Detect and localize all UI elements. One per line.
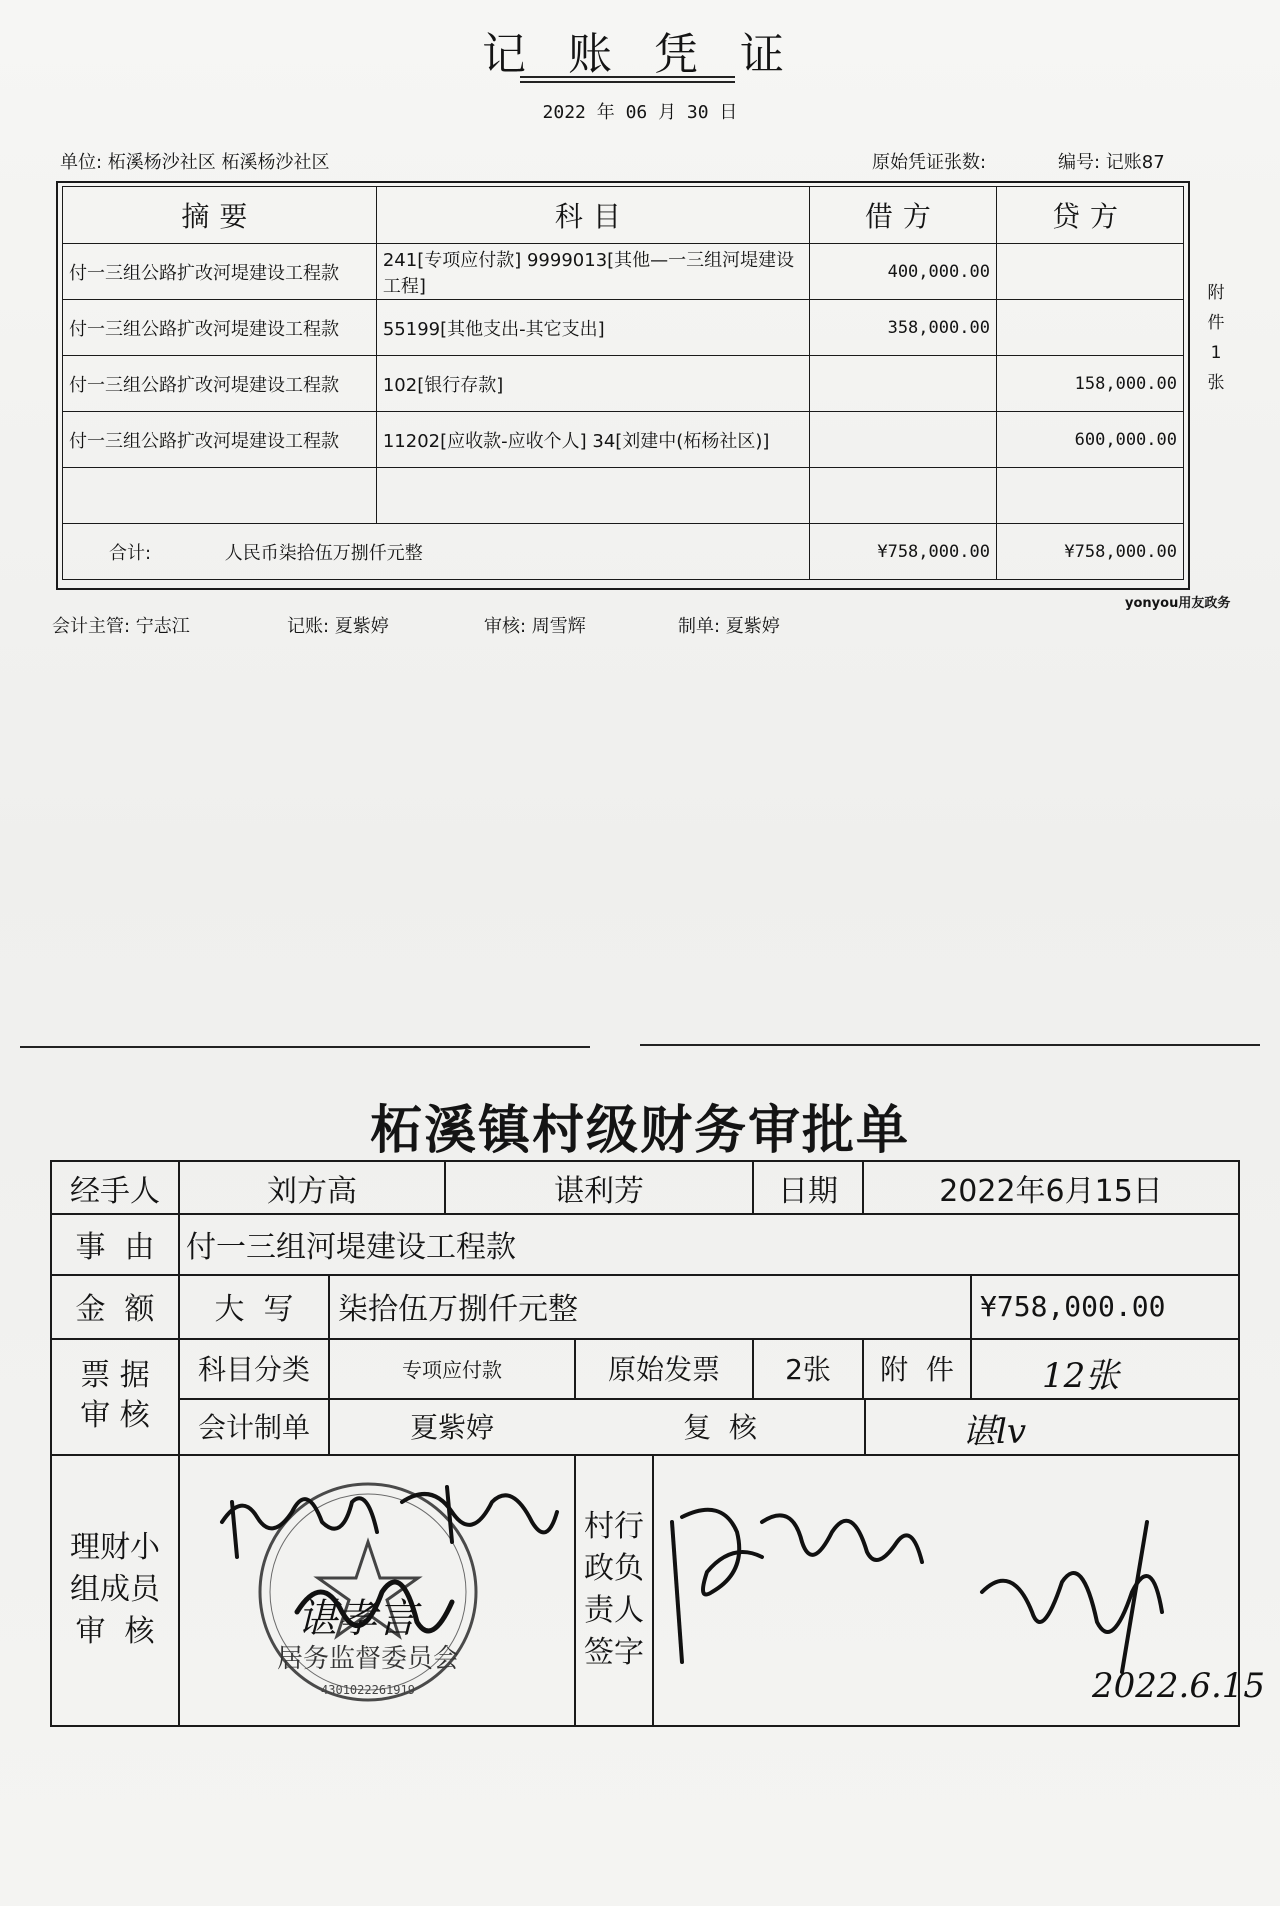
footer-supervisor: 会计主管: 宁志江	[52, 616, 190, 637]
row-account: 241[专项应付款] 9999013[其他—一三组河堤建设工程]	[376, 244, 809, 300]
row-debit: 358,000.00	[809, 300, 996, 356]
grid-line	[970, 1274, 972, 1338]
voucher-title: 记 账 凭 证	[482, 29, 798, 80]
amount-caps-label: 大 写	[214, 1292, 294, 1327]
title-underline	[520, 76, 735, 78]
grid-line	[864, 1398, 866, 1454]
attach-handwritten: 12张	[1042, 1356, 1120, 1396]
row-account: 55199[其他支出-其它支出]	[376, 300, 809, 356]
footer-preparer: 制单: 夏紫婷	[678, 616, 780, 637]
grid-line	[178, 1454, 180, 1725]
voucher-date: 2022 年 06 月 30 日	[542, 102, 738, 123]
row-account	[376, 468, 809, 524]
row-debit	[809, 356, 996, 412]
amount-caps: 柒拾伍万捌仟元整	[338, 1292, 578, 1327]
reason-label: 事 由	[75, 1229, 155, 1265]
row-credit: 600,000.00	[996, 412, 1183, 468]
attachment-char: 件	[1207, 313, 1225, 333]
recheck-label: 复 核	[683, 1411, 757, 1444]
row-summary	[63, 468, 377, 524]
handler-2: 谌利芳	[554, 1173, 644, 1209]
row-debit: 400,000.00	[809, 244, 996, 300]
grid-line	[178, 1213, 180, 1274]
seal-text: 居务监督委员会	[276, 1644, 460, 1674]
recheck-signature: 谌lv	[962, 1412, 1027, 1452]
title-underline-2	[520, 81, 735, 83]
table-row-empty	[63, 468, 1184, 524]
total-credit: ¥758,000.00	[996, 524, 1183, 580]
accountant-value: 夏紫婷	[409, 1411, 494, 1444]
village-head-label: 村行 政负 责人 签字	[584, 1508, 644, 1670]
total-row	[63, 524, 1184, 580]
total-words: 人民币柒拾伍万捌仟元整	[224, 542, 423, 564]
attachment-char: 附	[1207, 283, 1225, 303]
category-value: 专项应付款	[402, 1357, 502, 1382]
row-summary: 付一三组公路扩改河堤建设工程款	[63, 412, 377, 468]
table-row	[63, 244, 1184, 300]
row-debit	[809, 468, 996, 524]
committee-label: 理财小 组成员 审 核	[70, 1529, 160, 1649]
handler-label: 经手人	[70, 1173, 160, 1209]
table-row	[63, 300, 1184, 356]
attachment-count: 1	[1210, 343, 1222, 363]
row-summary: 付一三组公路扩改河堤建设工程款	[63, 356, 377, 412]
table-row	[63, 412, 1184, 468]
divider	[640, 1044, 1260, 1046]
header-summary: 摘要	[63, 187, 377, 244]
village-head-signatures	[652, 1462, 1266, 1725]
table-row	[63, 356, 1184, 412]
total-label: 合计:	[109, 542, 152, 564]
grid-line	[970, 1338, 972, 1398]
divider	[20, 1046, 590, 1048]
attachment-char: 张	[1207, 373, 1225, 393]
header-credit: 贷方	[996, 187, 1183, 244]
total-cell	[63, 524, 810, 580]
handler-1: 刘方高	[267, 1173, 357, 1209]
voucher-header-row	[63, 187, 1184, 244]
row-credit	[996, 468, 1183, 524]
reason-value: 付一三组河堤建设工程款	[186, 1229, 516, 1265]
row-credit	[996, 300, 1183, 356]
header-debit: 借方	[809, 187, 996, 244]
approval-title: 柘溪镇村级财务审批单	[369, 1100, 910, 1161]
row-credit: 158,000.00	[996, 356, 1183, 412]
row-credit	[996, 244, 1183, 300]
brand-logo: yonyou用友政务	[1125, 596, 1231, 611]
receipt-audit-label: 票 据 审 核	[80, 1358, 150, 1433]
row-account: 102[银行存款]	[376, 356, 809, 412]
accountant-label: 会计制单	[197, 1411, 310, 1444]
village-date: 2022.6.15	[1092, 1666, 1266, 1706]
row-summary: 付一三组公路扩改河堤建设工程款	[63, 244, 377, 300]
invoice-label: 原始发票	[607, 1353, 720, 1386]
voucher-number: 编号: 记账87	[1058, 152, 1165, 173]
committee-signatures	[202, 1462, 572, 1712]
category-label: 科目分类	[197, 1353, 310, 1386]
date-label: 日期	[778, 1173, 838, 1209]
voucher-unit: 单位: 柘溪杨沙社区 柘溪杨沙社区	[60, 152, 330, 173]
attach-label: 附 件	[880, 1353, 954, 1386]
footer-reviewer: 审核: 周雪辉	[484, 616, 586, 637]
approval-grid	[50, 1160, 1266, 1727]
row-debit	[809, 412, 996, 468]
amount-value: ¥758,000.00	[980, 1289, 1166, 1323]
amount-label: 金 额	[75, 1292, 155, 1327]
voucher-table	[62, 186, 1184, 580]
grid-line	[328, 1274, 330, 1338]
original-count-label: 原始凭证张数:	[872, 152, 987, 173]
header-account: 科目	[376, 187, 809, 244]
approval-date: 2022年6月15日	[939, 1173, 1163, 1209]
row-account: 11202[应收款-应收个人] 34[刘建中(柘杨社区)]	[376, 412, 809, 468]
total-debit: ¥758,000.00	[809, 524, 996, 580]
seal-number: 4301022261919	[321, 1683, 415, 1697]
committee-signature-name: 谌孝言	[297, 1596, 417, 1642]
row-summary: 付一三组公路扩改河堤建设工程款	[63, 300, 377, 356]
invoice-count: 2张	[785, 1353, 831, 1386]
attachment-note	[1204, 278, 1228, 398]
footer-bookkeeper: 记账: 夏紫婷	[287, 616, 389, 637]
